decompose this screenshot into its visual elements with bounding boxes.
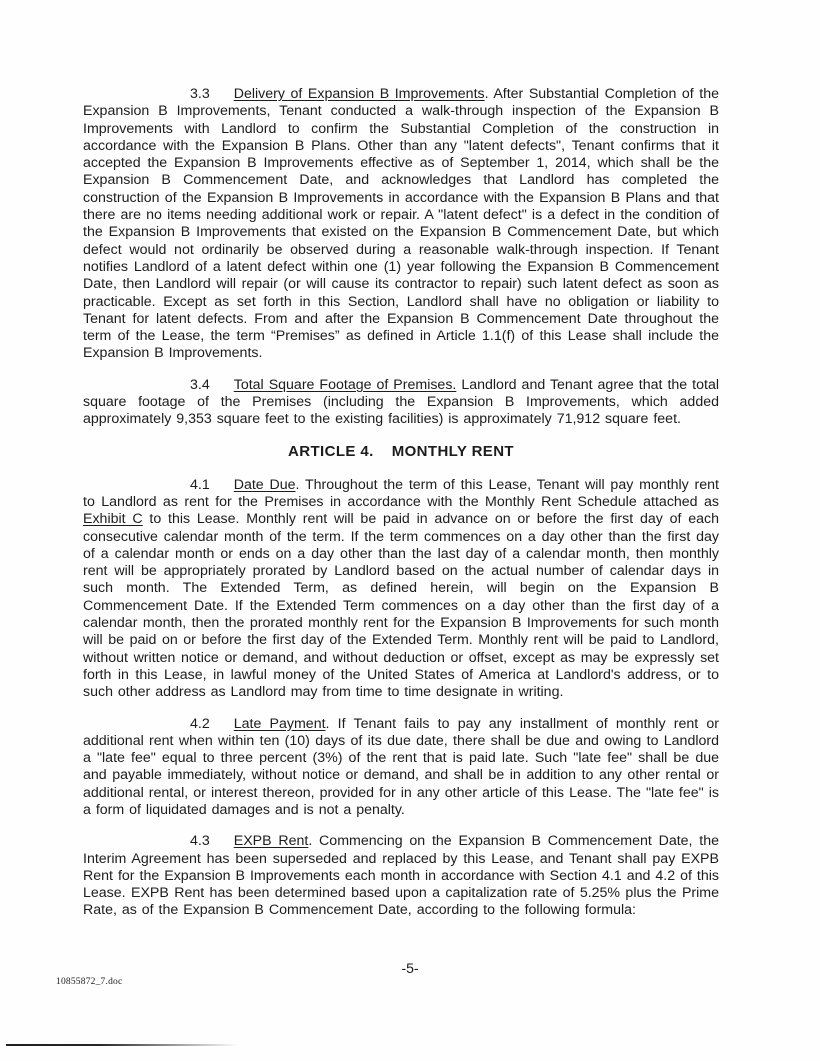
article-title: MONTHLY RENT — [391, 442, 514, 460]
paragraph-4-2 — [83, 716, 719, 820]
paragraph-3-4 — [83, 377, 719, 429]
section-number: 3.3 — [190, 86, 210, 102]
section-heading: Date Due — [233, 476, 296, 493]
paragraph-4-1 — [83, 477, 719, 702]
paragraph-4-3 — [83, 833, 719, 919]
section-body-text: . Commencing on the Expansion B Commencement Date, the Interim Agreement has been superseded and replaced by this Lease, and Tenant shall pay EXPB Rent for the Expansion B Improvements each month in accordance with Section 4.1 and 4.2 of this Lease. EXPB Rent has been determined based upon a capitalization rate of 5.25% plus the Prime Rate, as of the Expansion B Commencement Date, according to the following formula: — [83, 833, 719, 919]
section-heading: Late Payment — [233, 715, 326, 732]
section-number: 4.2 — [190, 715, 210, 732]
article-number: ARTICLE 4. — [288, 442, 374, 460]
section-body-text: . If Tenant fails to pay any installment of monthly rent or additional rent when within ten (10) days of its due date, there shall be due and owing to Landlord a "late fee" equal to three percent (3%) of the rent that is paid late. Such "late fee" shall be due and payable immediately, without notice or demand, and shall be in addition to any other rental or additional rental, or interest thereon, provided for in any other article of this Lease. The "late fee" is a form of liquidated damages and is not a penalty. — [83, 715, 719, 818]
page-number: -5- — [401, 960, 419, 976]
article-4-heading — [83, 443, 719, 461]
text-column — [83, 86, 719, 934]
section-body-text: . Throughout the term of this Lease, Tenant will pay monthly rent to Landlord as rent for the Premises in accordance with the Monthly Rent Schedule attached as — [83, 476, 719, 510]
exhibit-c-reference: Exhibit C — [83, 511, 143, 528]
section-heading: EXPB Rent — [233, 833, 309, 850]
scan-artifact-line — [6, 1044, 238, 1046]
section-body-text: to this Lease. Monthly rent will be paid in advance on or before the first day of each consecutive calendar month of the term. If the term commences on a day other than the first day of a calendar month or ends on a day other than the last day of a calendar month, then monthly rent will be appropriately prorated by Landlord based on the actual number of calendar days in such month. The Extended Term, as defined herein, will begin on the Expansion B Commencement Date. If the Extended Term commences on a day other than the first day of a calendar month, then the prorated monthly rent for the Expansion B Improvements for such month will be paid on or before the first day of the Extended Term. Monthly rent will be paid to Landlord, without written notice or demand, and without deduction or offset, except as may be expressly set forth in this Lease, in lawful money of the United States of America at Landlord's address, or to such other address as Landlord may from time to time designate in writing. — [83, 511, 719, 701]
section-number: 4.3 — [190, 833, 210, 850]
section-number: 3.4 — [190, 376, 210, 393]
section-heading: Delivery of Expansion B Improvements — [233, 86, 485, 102]
paragraph-3-3 — [83, 86, 719, 363]
section-body-text: Landlord and Tenant agree that the total square footage of the Premises (including the Expansion B Improvements, which added approximately 9,353 square feet to the existing facilities) is approximately 71,912 square feet. — [83, 376, 719, 428]
doc-filename: 10855872_7.doc — [56, 977, 123, 987]
section-heading: Total Square Footage of Premises. — [233, 376, 457, 393]
section-number: 4.1 — [190, 476, 210, 493]
section-body-text: . After Substantial Completion of the Expansion B Improvements, Tenant conducted a walk-through inspection of the Expansion B Improvements with Landlord to confirm the Substantial Completion of the construction in accordance with the Expansion B Plans. Other than any "latent defects", Tenant confirms that it accepted the Expansion B Improvements effective as of September 1, 2014, which shall be the Expansion B Commencement Date, and acknowledges that Landlord has completed the construction of the Expansion B Improvements in accordance with the Expansion B Plans and that there are no items needing additional work or repair. A "latent defect" is a defect in the condition of the Expansion B Improvements that existed on the Expansion B Commencement Date, but which defect would not ordinarily be observed during a reasonable walk-through inspection. If Tenant notifies Landlord of a latent defect within one (1) year following the Expansion B Commencement Date, then Landlord will repair (or will cause its contractor to repair) such latent defect as soon as practicable. Except as set forth in this Section, Landlord shall have no obligation or liability to Tenant for latent defects. From and after the Expansion B Commencement Date throughout the term of the Lease, the term “Premises” as defined in Article 1.1(f) of this Lease shall include the Expansion B Improvements. — [83, 86, 719, 362]
